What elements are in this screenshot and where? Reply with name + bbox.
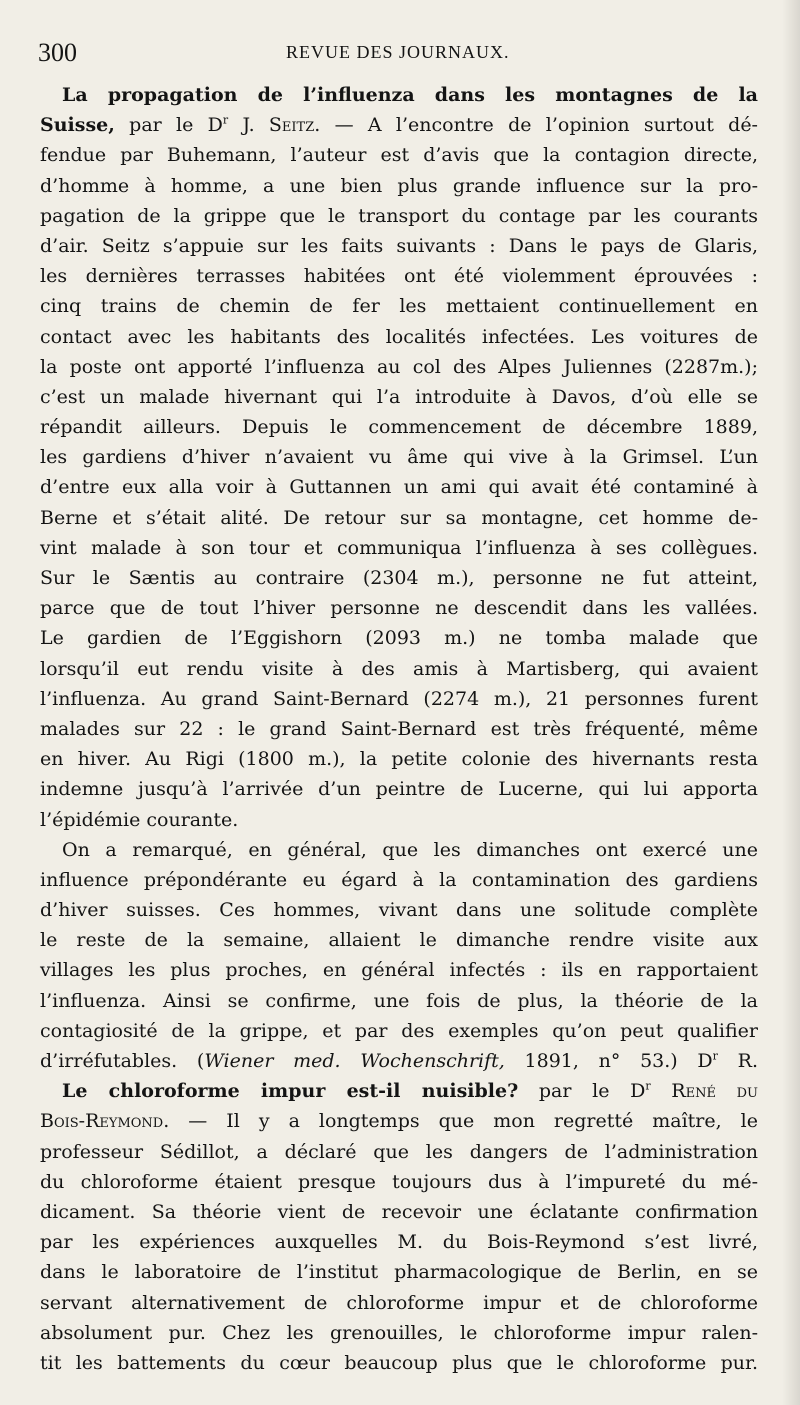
text-line: villages les plus proches, en général infectés : ils en rapportaient bbox=[40, 959, 758, 982]
byline-sup: r bbox=[645, 1079, 651, 1093]
byline-by: par le D bbox=[538, 1080, 646, 1103]
text-line: d’entre eux alla voir à Guttannen un ami qui avait été contaminé à bbox=[40, 476, 758, 499]
text-line: d’homme à homme, a une bien plus grande influence sur la pro- bbox=[40, 174, 758, 197]
text-line: dans le laboratoire de l’institut pharmacologique de Berlin, en se bbox=[40, 1261, 758, 1284]
text-line: vint malade à son tour et communiqua l’influenza à ses collègues. bbox=[40, 536, 758, 559]
byline-sup: r bbox=[222, 113, 229, 127]
text-line bbox=[40, 1076, 758, 1106]
text-line: tit les battements du cœur beaucoup plus que le chloroforme pur. bbox=[40, 1351, 758, 1374]
text-line: professeur Sédillot, a déclaré que les dangers de l’administration bbox=[40, 1140, 758, 1163]
text-line: Sur le Sæntis au contraire (2304 m.), personne ne fut atteint, bbox=[40, 567, 758, 589]
page-number: 300 bbox=[38, 38, 77, 67]
article-title: Le chloroforme impur est-il nuisible? bbox=[62, 1080, 519, 1103]
text-line: servant alternativement de chloroforme impur et de chloroforme bbox=[40, 1291, 758, 1314]
article-body bbox=[40, 80, 758, 1378]
text-line: l’influenza. Ainsi se confirme, une fois de plus, la théorie de la bbox=[40, 989, 758, 1012]
text-line: lorsqu’il eut rendu visite à des amis à Martisberg, qui avaient bbox=[40, 657, 758, 680]
text-line: Berne et s’était alité. De retour sur sa montagne, cet homme de- bbox=[40, 506, 758, 529]
author-name-cont: Bois-Reymond. bbox=[40, 1110, 170, 1133]
page-header bbox=[38, 30, 778, 70]
article-title-cont: Suisse, bbox=[40, 114, 115, 137]
text-line: répandit ailleurs. Depuis le commencement de décembre 1889, bbox=[40, 416, 758, 439]
text-line: absolument pur. Chez les grenouilles, le chloroforme impur ralen- bbox=[40, 1321, 758, 1344]
text-line: Le gardien de l’Eggishorn (2093 m.) ne tomba malade que bbox=[40, 627, 758, 650]
page-edge-shadow bbox=[782, 0, 800, 1405]
text-line: pagation de la grippe que le transport du contage par les courants bbox=[40, 204, 758, 227]
article-title: La propagation de l’influenza dans les montagnes de la bbox=[62, 84, 758, 106]
signature-sup: r bbox=[712, 1049, 718, 1063]
text-line: par les expériences auxquelles M. du Bois-Reymond s’est livré, bbox=[40, 1231, 758, 1254]
text-line: l’influenza. Au grand Saint-Bernard (2274 m.), 21 personnes furent bbox=[40, 687, 758, 710]
text-line: malades sur 22 : le grand Saint-Bernard est très fréquenté, même bbox=[40, 717, 758, 740]
author-name: René du bbox=[671, 1080, 758, 1103]
text-line: c’est un malade hivernant qui l’a introduite à Davos, d’où elle se bbox=[40, 385, 758, 408]
text-run: — A l’encontre de l’opinion surtout dé- bbox=[334, 114, 758, 137]
signature: R. bbox=[737, 1050, 759, 1072]
text-line: le reste de la semaine, allaient le dimanche rendre visite aux bbox=[40, 929, 758, 952]
text-line: contact avec les habitants des localités infectées. Les voitures de bbox=[40, 325, 758, 348]
running-head: REVUE DES JOURNAUX. bbox=[286, 42, 510, 62]
text-line: contagiosité de la grippe, et par des exemples qu’on peut qualifier bbox=[40, 1019, 758, 1042]
text-line: d’hiver suisses. Ces hommes, vivant dans une solitude complète bbox=[40, 899, 758, 922]
citation-details: 1891, n° 53.) D bbox=[524, 1050, 713, 1072]
text-line: en hiver. Au Rigi (1800 m.), la petite colonie des hivernants resta bbox=[40, 748, 758, 771]
text-line bbox=[40, 1046, 758, 1076]
text-line: du chloroforme étaient presque toujours dus à l’impureté du mé- bbox=[40, 1170, 758, 1193]
journal-name: Wiener med. Wochenschrift, bbox=[204, 1050, 505, 1072]
text-line: la poste ont apporté l’influenza au col des Alpes Juliennes (2287m.); bbox=[40, 355, 758, 378]
text-line: On a remarqué, en général, que les dimanches ont exercé une bbox=[62, 838, 758, 861]
byline-by: par le D bbox=[129, 114, 223, 137]
text-line bbox=[40, 1106, 758, 1136]
text-line bbox=[40, 80, 758, 110]
text-line: influence prépondérante eu égard à la contamination des gardiens bbox=[40, 868, 758, 891]
text-line bbox=[40, 110, 758, 140]
text-line: indemne jusqu’à l’arrivée d’un peintre de Lucerne, qui lui apporta bbox=[40, 778, 758, 801]
text-line: d’air. Seitz s’appuie sur les faits suivants : Dans le pays de Glaris, bbox=[40, 234, 758, 257]
text-line: fendue par Buhemann, l’auteur est d’avis que la contagion directe, bbox=[40, 144, 758, 167]
text-line: dicament. Sa théorie vient de recevoir une éclatante confirmation bbox=[40, 1200, 758, 1223]
text-run: — Il y a longtemps que mon regretté maître, le bbox=[188, 1110, 758, 1133]
text-line: les gardiens d’hiver n’avaient vu âme qui vive à la Grimsel. L’un bbox=[40, 446, 758, 469]
text-line: les dernières terrasses habitées ont été violemment éprouvées : bbox=[40, 265, 758, 288]
author-name: J. Seitz. bbox=[242, 114, 321, 137]
text-run: d’irréfutables. ( bbox=[40, 1050, 205, 1072]
text-line: cinq trains de chemin de fer les mettaient continuellement en bbox=[40, 295, 758, 318]
text-line: parce que de tout l’hiver personne ne descendit dans les vallées. bbox=[40, 597, 758, 620]
text-line: l’épidémie courante. bbox=[40, 808, 239, 831]
